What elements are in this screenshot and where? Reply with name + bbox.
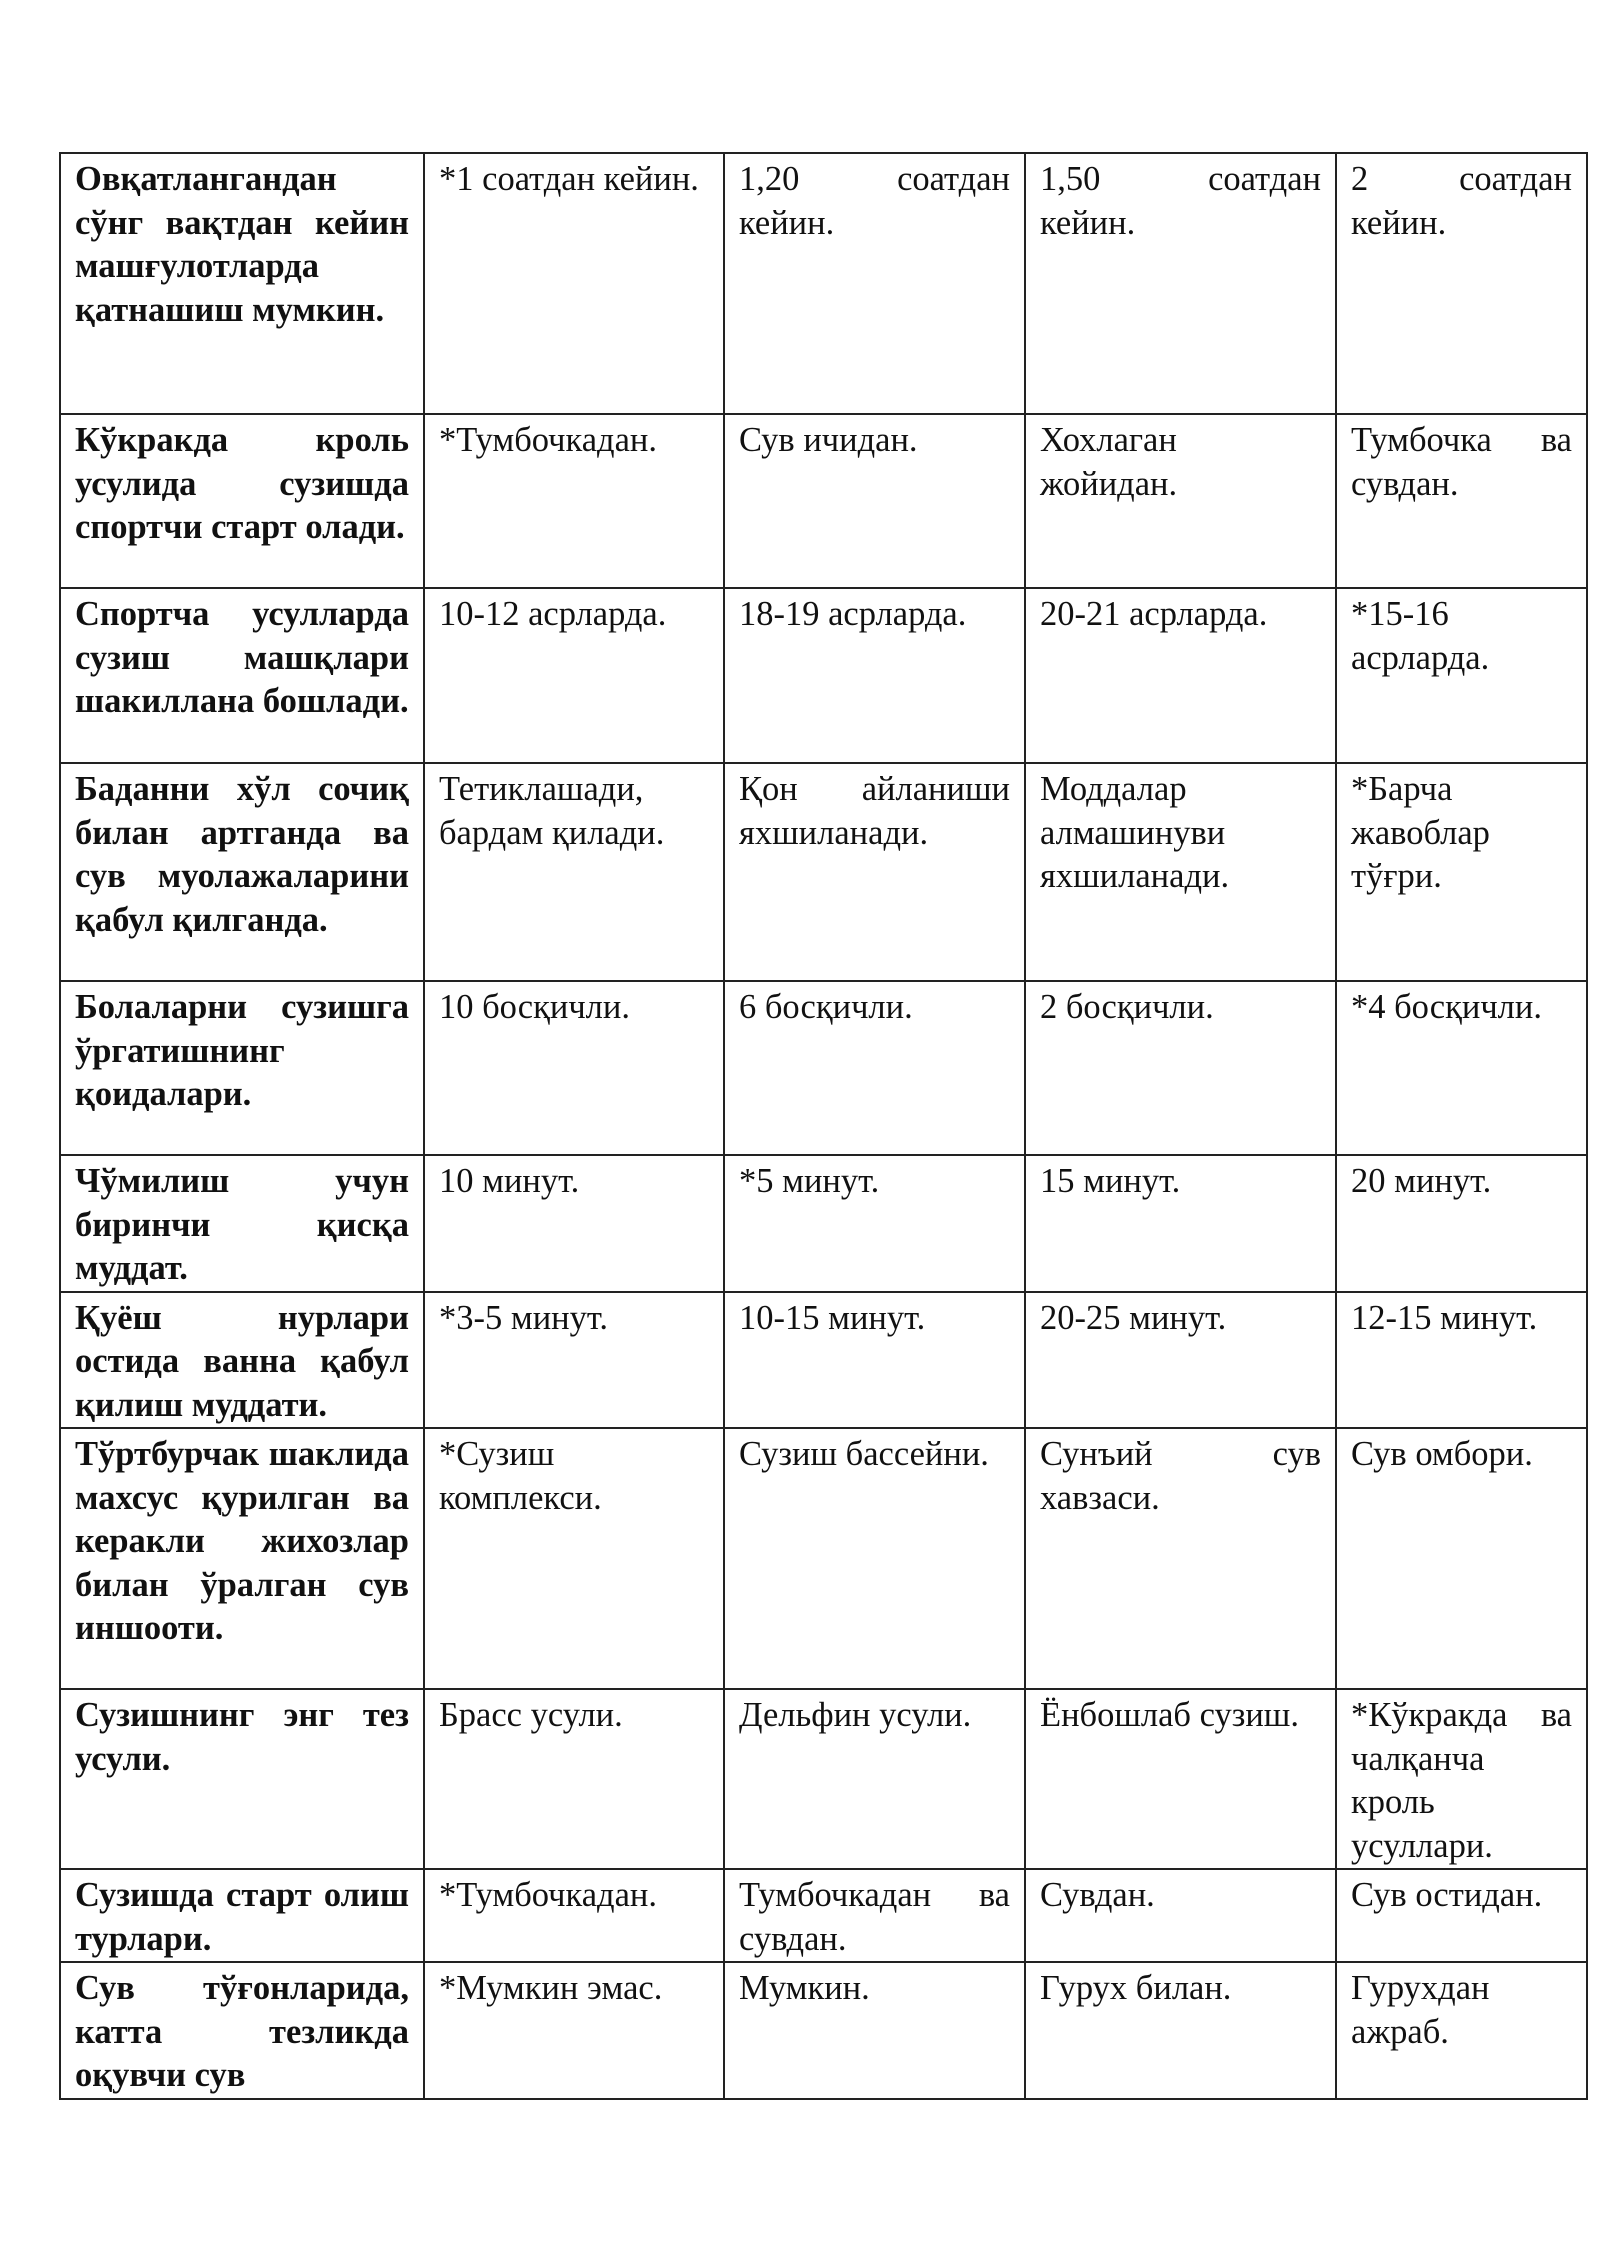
table-row: [60, 153, 1587, 414]
option-cell: Моддалар алмашинуви яхшиланади.: [1025, 763, 1336, 981]
table-row: [60, 588, 1587, 763]
question-cell: Сув тўғонларида, катта тезликда оқувчи сув: [60, 1962, 424, 2099]
option-cell: Сув остидан.: [1336, 1869, 1587, 1962]
question-cell: Сузишнинг энг тез усули.: [60, 1689, 424, 1869]
option-cell: 15 минут.: [1025, 1155, 1336, 1292]
question-cell: Сузишда старт олиш турлари.: [60, 1869, 424, 1962]
option-cell: 20-25 минут.: [1025, 1292, 1336, 1429]
table-row: [60, 1428, 1587, 1689]
option-cell: Мумкин.: [724, 1962, 1025, 2099]
option-cell: *Тумбочкадан.: [424, 414, 724, 588]
option-cell: 18-19 асрларда.: [724, 588, 1025, 763]
option-cell: 1,20 соатдан кейин.: [724, 153, 1025, 414]
table-row: [60, 763, 1587, 981]
table-row: [60, 1869, 1587, 1962]
option-cell: Сунъий сув хавзаси.: [1025, 1428, 1336, 1689]
table-row: [60, 1292, 1587, 1429]
option-cell: 20-21 асрларда.: [1025, 588, 1336, 763]
quiz-table: [59, 152, 1588, 2100]
option-cell: 10-15 минут.: [724, 1292, 1025, 1429]
table-row: [60, 414, 1587, 588]
option-cell: *Мумкин эмас.: [424, 1962, 724, 2099]
question-cell: Баданни хўл сочиқ билан артганда ва сув муолажаларини қабул қилганда.: [60, 763, 424, 981]
option-cell: Тумбочкадан ва сувдан.: [724, 1869, 1025, 1962]
option-cell: 1,50 соатдан кейин.: [1025, 153, 1336, 414]
option-cell: *Барча жавоблар тўғри.: [1336, 763, 1587, 981]
option-cell: 2 босқичли.: [1025, 981, 1336, 1155]
option-cell: 6 босқичли.: [724, 981, 1025, 1155]
option-cell: Гурух билан.: [1025, 1962, 1336, 2099]
option-cell: 12-15 минут.: [1336, 1292, 1587, 1429]
table-row: [60, 1962, 1587, 2099]
question-cell: Овқатлангандан сўнг вақтдан кейин машғулотларда қатнашиш мумкин.: [60, 153, 424, 414]
option-cell: Тумбочка ва сувдан.: [1336, 414, 1587, 588]
option-cell: Хохлаган жойидан.: [1025, 414, 1336, 588]
option-cell: Тетиклашади, бардам қилади.: [424, 763, 724, 981]
option-cell: Сузиш бассейни.: [724, 1428, 1025, 1689]
question-cell: Болаларни сузишга ўргатишнинг қоидалари.: [60, 981, 424, 1155]
question-cell: Тўртбурчак шаклида махсус қурилган ва керакли жихозлар билан ўралган сув иншооти.: [60, 1428, 424, 1689]
question-cell: Спортча усулларда сузиш машқлари шакиллана бошлади.: [60, 588, 424, 763]
option-cell: *Тумбочкадан.: [424, 1869, 724, 1962]
table-row: [60, 1689, 1587, 1869]
option-cell: Сув омбори.: [1336, 1428, 1587, 1689]
question-cell: Қуёш нурлари остида ванна қабул қилиш муддати.: [60, 1292, 424, 1429]
option-cell: Гурухдан ажраб.: [1336, 1962, 1587, 2099]
question-cell: Чўмилиш учун биринчи қисқа муддат.: [60, 1155, 424, 1292]
table-row: [60, 981, 1587, 1155]
option-cell: *1 соатдан кейин.: [424, 153, 724, 414]
option-cell: *15-16 асрларда.: [1336, 588, 1587, 763]
option-cell: 10-12 асрларда.: [424, 588, 724, 763]
option-cell: 10 минут.: [424, 1155, 724, 1292]
option-cell: 10 босқичли.: [424, 981, 724, 1155]
option-cell: *Сузиш комплекси.: [424, 1428, 724, 1689]
option-cell: Ёнбошлаб сузиш.: [1025, 1689, 1336, 1869]
option-cell: 20 минут.: [1336, 1155, 1587, 1292]
option-cell: Брасс усули.: [424, 1689, 724, 1869]
quiz-page: [59, 152, 1586, 2100]
option-cell: Сувдан.: [1025, 1869, 1336, 1962]
option-cell: *5 минут.: [724, 1155, 1025, 1292]
option-cell: *4 босқичли.: [1336, 981, 1587, 1155]
option-cell: Қон айланиши яхшиланади.: [724, 763, 1025, 981]
option-cell: *3-5 минут.: [424, 1292, 724, 1429]
option-cell: Дельфин усули.: [724, 1689, 1025, 1869]
table-row: [60, 1155, 1587, 1292]
option-cell: 2 соатдан кейин.: [1336, 153, 1587, 414]
question-cell: Кўкракда кроль усулида сузишда спортчи старт олади.: [60, 414, 424, 588]
option-cell: Сув ичидан.: [724, 414, 1025, 588]
option-cell: *Кўкракда ва чалқанча кроль усуллари.: [1336, 1689, 1587, 1869]
